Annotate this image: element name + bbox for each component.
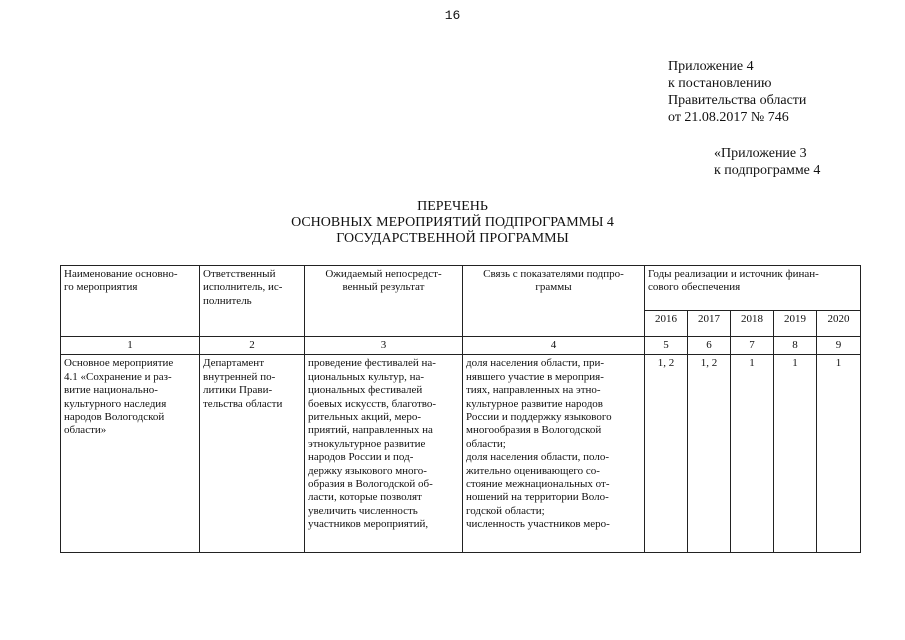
executor-cell: Департамент внутренней по- литики Прави- тельства области: [200, 355, 305, 553]
page-number: 16: [444, 8, 461, 23]
header-year: 2017: [688, 311, 731, 337]
header-indicators: Связь с показателями подпро- граммы: [463, 266, 645, 337]
header-years-group: Годы реализации и источник финан- сового обеспечения: [645, 266, 861, 311]
appendix-line: Приложение 4: [668, 59, 754, 74]
title-line: ПЕРЕЧЕНЬ: [417, 199, 488, 214]
column-number: 3: [305, 337, 463, 355]
table-row: [61, 355, 861, 553]
column-number-row: [61, 337, 861, 355]
header-executor: Ответственный исполнитель, ис- полнитель: [200, 266, 305, 337]
column-number: 6: [688, 337, 731, 355]
column-number: 9: [817, 337, 861, 355]
year-source-cell: 1, 2: [645, 355, 688, 553]
header-year: 2016: [645, 311, 688, 337]
appendix-line: Правительства области: [668, 93, 807, 108]
header-row: [61, 266, 861, 311]
measures-table: [60, 265, 861, 553]
year-source-cell: 1: [731, 355, 774, 553]
appendix-block: [668, 58, 806, 126]
measure-name-cell: Основное мероприятие 4.1 «Сохранение и раз- витие национально- культурного наследия народов Вологодской области»: [61, 355, 200, 553]
column-number: 1: [61, 337, 200, 355]
appendix-line: от 21.08.2017 № 746: [668, 110, 789, 125]
title-line: ОСНОВНЫХ МЕРОПРИЯТИЙ ПОДПРОГРАММЫ 4: [291, 215, 614, 230]
header-year: 2019: [774, 311, 817, 337]
document-title: [0, 199, 905, 247]
appendix-subprogram-line: к подпрограмме 4: [714, 163, 821, 178]
column-number: 2: [200, 337, 305, 355]
header-result: Ожидаемый непосредст- венный результат: [305, 266, 463, 337]
title-line: ГОСУДАРСТВЕННОЙ ПРОГРАММЫ: [336, 231, 569, 246]
column-number: 8: [774, 337, 817, 355]
header-name: Наименование основно- го мероприятия: [61, 266, 200, 337]
year-source-cell: 1: [817, 355, 861, 553]
column-number: 4: [463, 337, 645, 355]
column-number: 5: [645, 337, 688, 355]
year-source-cell: 1, 2: [688, 355, 731, 553]
column-number: 7: [731, 337, 774, 355]
appendix-subprogram-block: [714, 145, 820, 179]
appendix-line: к постановлению: [668, 76, 772, 91]
result-cell: проведение фестивалей на- циональных культур, на- циональных фестивалей боевых искусств, благотво- рительных акций, меро- приятий, направленных на этнокультурное развитие народов России и под- держку языкового много- образия в Вологодской об- ласти, которые позволят увеличить численность участников мероприятий,: [305, 355, 463, 553]
header-year: 2018: [731, 311, 774, 337]
appendix-subprogram-line: «Приложение 3: [714, 146, 807, 161]
header-year: 2020: [817, 311, 861, 337]
indicators-cell: доля населения области, при- нявшего участие в мероприя- тиях, направленных на этно- культурное развитие народов России и поддержку языкового многообразия в Вологодской области; доля населения области, поло- жительно оценивающего со- стояние межнациональных от- ношений на территории Воло- годской области; численность участников меро-: [463, 355, 645, 553]
year-source-cell: 1: [774, 355, 817, 553]
